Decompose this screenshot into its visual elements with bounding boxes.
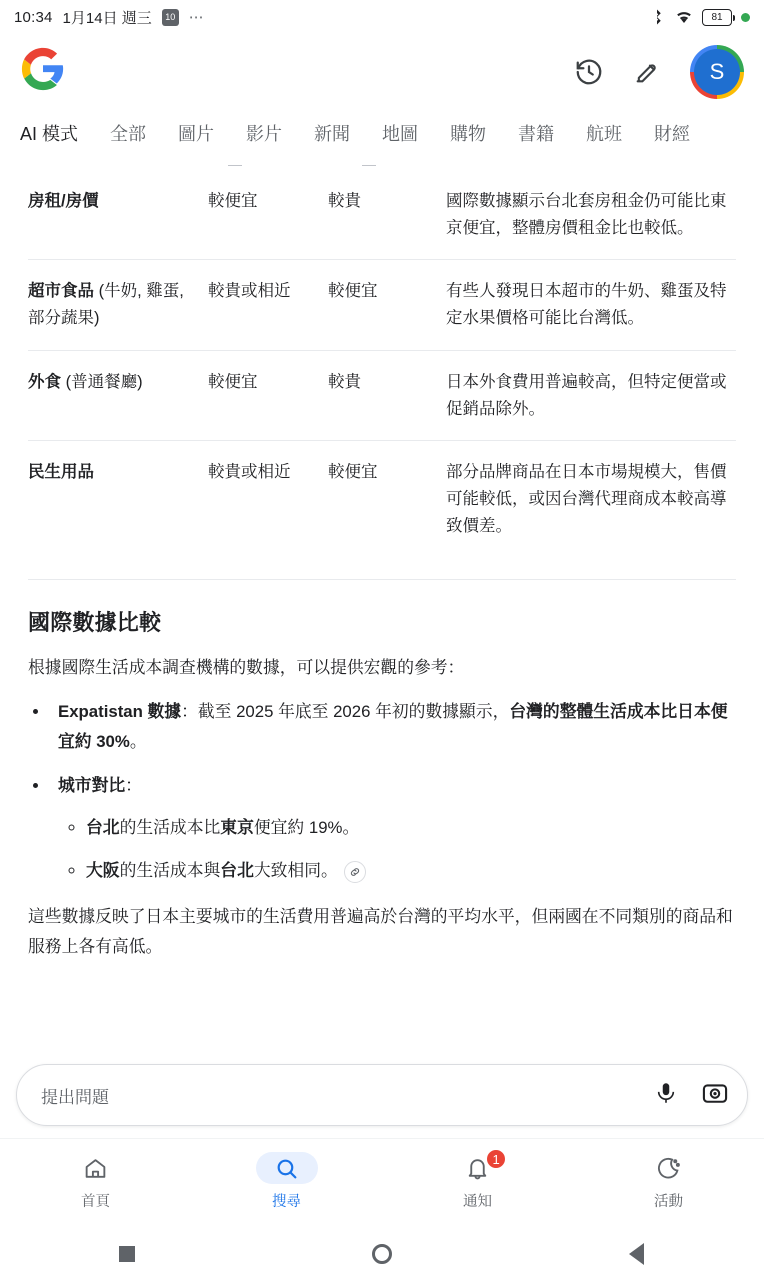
row-category: 外食 (28, 372, 61, 391)
nav-item-activity[interactable] (573, 1152, 764, 1211)
section-closing: 這些數據反映了日本主要城市的生活費用普遍高於台灣的平均水平，但兩國在不同類別的商品和服務上各有高低。 (28, 907, 733, 956)
nav-item-notifications[interactable] (382, 1152, 573, 1211)
row-col1: 較貴或相近 (208, 463, 291, 482)
sub-b1: 大阪 (86, 861, 120, 881)
row-note: 部分品牌商品在日本市場規模大，售價可能較低，或因台灣代理商成本較高導致價差。 (446, 463, 727, 535)
sub-b2: 台北 (220, 861, 254, 881)
tab-books[interactable]: 書籍 (518, 124, 555, 144)
tab-maps[interactable]: 地圖 (382, 124, 419, 144)
row-note: 有些人發現日本超市的牛奶、雞蛋及特定水果價格可能比台灣低。 (440, 260, 736, 350)
bullet-mid: ：截至 2025 年底至 2026 年初的數據顯示， (181, 701, 510, 721)
row-col2: 較便宜 (328, 260, 440, 350)
row-category: 民生用品 (28, 463, 94, 482)
battery-level: 81 (711, 11, 723, 23)
status-bar (0, 0, 764, 34)
app-bar (0, 34, 764, 110)
triangle-back-icon (629, 1243, 644, 1265)
tab-ai-mode[interactable]: AI 模式 (20, 124, 79, 144)
bluetooth-icon (648, 8, 666, 26)
list-item (86, 856, 736, 886)
sub-bullet-list (86, 813, 736, 887)
nav-label: 活動 (654, 1194, 683, 1210)
table-row (28, 260, 736, 350)
camera-lens-icon[interactable] (701, 1079, 729, 1112)
bullet-list (50, 697, 736, 886)
nav-label: 首頁 (81, 1194, 110, 1210)
list-item (50, 697, 736, 757)
home-button[interactable] (255, 1244, 510, 1264)
status-date: 1月14日 週三 (62, 9, 152, 27)
search-tabs[interactable] (0, 110, 764, 156)
row-col2: 較便宜 (328, 463, 378, 482)
home-icon (65, 1152, 127, 1184)
circle-icon (372, 1244, 392, 1264)
row-col1: 較貴或相近 (208, 260, 328, 350)
recording-dot-icon (741, 13, 750, 22)
status-time: 10:34 (14, 8, 53, 26)
google-logo (20, 46, 66, 99)
activity-icon (638, 1152, 700, 1184)
sub-t1: 的生活成本比 (119, 817, 221, 837)
status-app-icon: 10 (162, 9, 179, 26)
bullet-strong: 台灣的整體生活成本比日本便宜約 30% (58, 701, 728, 751)
status-overflow-icon: ⋯ (188, 9, 205, 26)
list-item (50, 771, 736, 887)
table-row (28, 441, 736, 558)
comparison-table (28, 170, 736, 557)
bottom-navigation[interactable] (0, 1138, 764, 1224)
compose-icon[interactable] (632, 57, 662, 87)
row-col2: 較貴 (328, 170, 440, 260)
sub-t2: 便宜約 19%。 (253, 817, 360, 837)
nav-item-search[interactable] (191, 1152, 382, 1211)
clipped-row-top: — — (228, 156, 376, 170)
nav-label: 通知 (463, 1194, 492, 1210)
tab-videos[interactable]: 影片 (246, 124, 283, 144)
wifi-icon (675, 8, 693, 26)
tab-all[interactable]: 全部 (110, 124, 147, 144)
link-icon[interactable] (344, 861, 366, 883)
row-category: 超市食品 (28, 282, 94, 301)
microphone-icon[interactable] (653, 1080, 679, 1111)
avatar[interactable] (690, 45, 744, 99)
notification-badge: 1 (485, 1148, 507, 1170)
nav-label: 搜尋 (272, 1194, 301, 1210)
bullet-mid: ： (125, 775, 142, 795)
tab-images[interactable]: 圖片 (178, 124, 215, 144)
battery-indicator (702, 9, 732, 26)
tab-flights[interactable]: 航班 (586, 124, 623, 144)
row-category-sub: (普通餐廳) (61, 372, 143, 391)
history-icon[interactable] (574, 57, 604, 87)
row-note: 日本外食費用普遍較高，但特定便當或促銷品除外。 (440, 350, 736, 440)
sub-b2: 東京 (220, 817, 254, 837)
avatar-initial: S (694, 49, 740, 95)
table-row (28, 170, 736, 260)
row-category: 房租/房價 (28, 192, 99, 210)
table-row (28, 350, 736, 440)
bullet-lead: 城市對比 (58, 775, 126, 795)
search-input[interactable]: 提出問題 (41, 1087, 109, 1107)
list-item (86, 813, 736, 843)
square-icon (119, 1246, 135, 1262)
sub-t1: 的生活成本與 (119, 861, 221, 881)
section-heading: 國際數據比較 (28, 610, 162, 636)
bullet-tail: 。 (129, 731, 147, 751)
ask-question-bar[interactable] (16, 1064, 748, 1126)
bullet-lead: Expatistan 數據 (58, 701, 182, 721)
answer-content (0, 156, 764, 1064)
row-col1: 較便宜 (208, 350, 328, 440)
back-button[interactable] (509, 1243, 764, 1265)
row-category-sub: (牛奶, 雞蛋, 部分蔬果) (28, 282, 184, 328)
tab-shopping[interactable]: 購物 (450, 124, 487, 144)
section-divider (28, 579, 736, 580)
tab-finance[interactable]: 財經 (654, 124, 691, 144)
sub-b1: 台北 (86, 817, 120, 837)
nav-item-home[interactable] (0, 1152, 191, 1211)
search-icon (256, 1152, 318, 1184)
sub-t2: 大致相同。 (253, 861, 338, 881)
row-col1: 較便宜 (208, 170, 328, 260)
section-intro: 根據國際生活成本調查機構的數據，可以提供宏觀的參考： (28, 658, 465, 678)
recents-button[interactable] (0, 1246, 255, 1262)
row-note: 國際數據顯示台北套房租金仍可能比東京便宜，整體房價租金比也較低。 (440, 170, 736, 260)
row-col2: 較貴 (328, 350, 440, 440)
search-bar-container (0, 1064, 764, 1126)
tab-news[interactable]: 新聞 (314, 124, 351, 144)
system-navigation-bar[interactable] (0, 1224, 764, 1280)
